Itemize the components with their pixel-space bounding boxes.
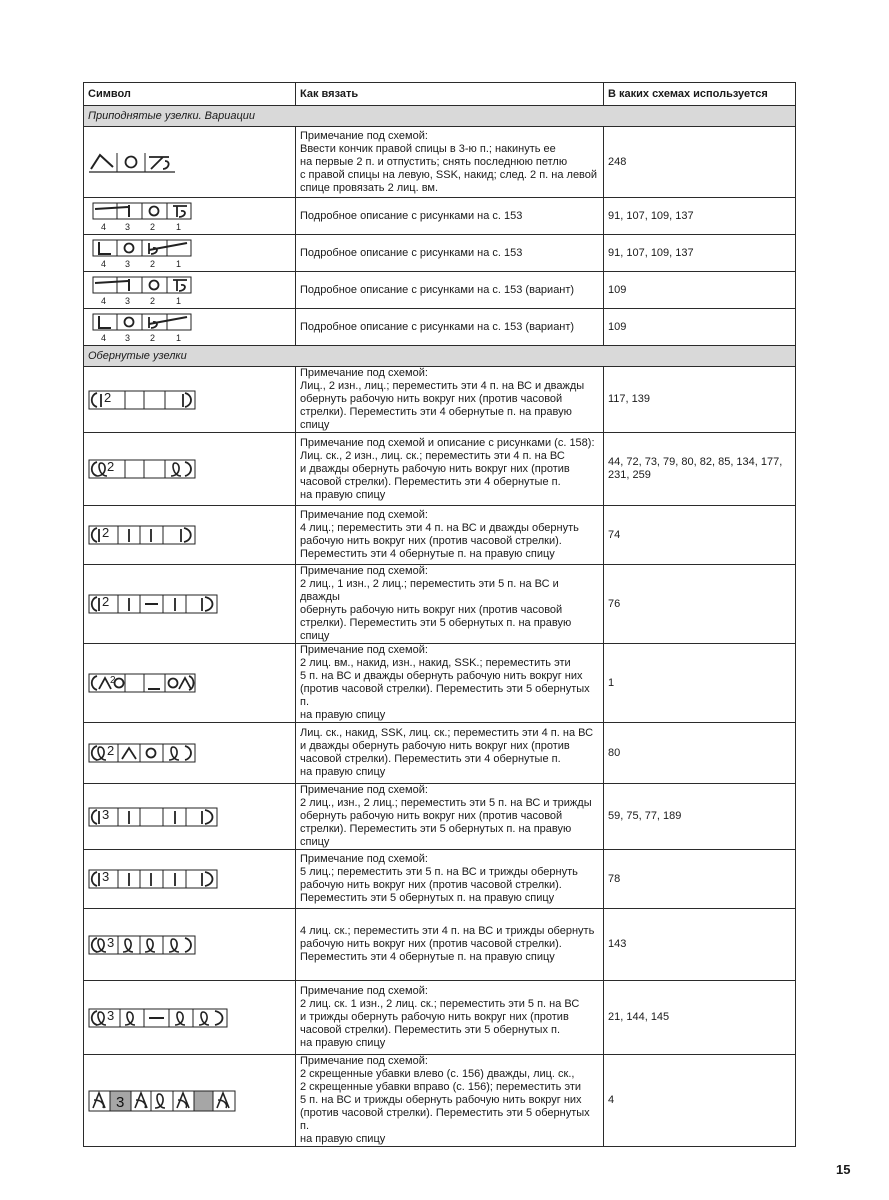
symbol-cell (84, 1055, 296, 1147)
description-cell: Подробное описание с рисунками на с. 153 (296, 198, 604, 235)
symbol-cell (84, 784, 296, 850)
schemes-cell: 59, 75, 77, 189 (604, 784, 796, 850)
schemes-cell: 109 (604, 272, 796, 309)
stitch-number: 3 (125, 333, 131, 343)
symbol-cell (84, 723, 296, 784)
header-schemes: В каких схемах используется (604, 83, 796, 106)
wrapped-stitch-symbol-7 (87, 805, 219, 829)
schemes-cell: 76 (604, 565, 796, 644)
wrap-count: 2 (107, 743, 115, 758)
section-row (84, 106, 796, 127)
section-title: Обернутые узелки (84, 346, 796, 367)
schemes-cell: 91, 107, 109, 137 (604, 198, 796, 235)
wrapped-stitch-symbol-8 (87, 867, 219, 891)
description-cell: Примечание под схемой: 2 скрещенные убавки влево (с. 156) дважды, лиц. ск., 2 скрещенные убавки вправо (с. 156); переместить эти 5 п. на ВС и трижды обернуть рабочую нить вокруг них (против часовой стрелки). Переместить эти 5 обернутых п. на правую спицу (296, 1055, 604, 1147)
table-row (84, 565, 796, 644)
wrapped-stitch-symbol-5 (87, 671, 197, 695)
table-row (84, 127, 796, 198)
header-how-to-knit: Как вязать (296, 83, 604, 106)
table-row (84, 981, 796, 1055)
stitch-number: 3 (125, 222, 131, 232)
stitch-number: 3 (125, 259, 131, 269)
description-cell: Подробное описание с рисунками на с. 153 (вариант) (296, 272, 604, 309)
raised-stitch-symbol-2 (87, 200, 197, 232)
section-title: Приподнятые узелки. Вариации (84, 106, 796, 127)
table-row (84, 506, 796, 565)
raised-stitch-symbol-3 (87, 237, 197, 269)
raised-stitch-symbol-5 (87, 311, 197, 343)
header-symbol: Символ (84, 83, 296, 106)
schemes-cell: 143 (604, 909, 796, 981)
wrapped-stitch-symbol-11 (87, 1088, 237, 1114)
wrapped-stitch-symbol-4 (87, 592, 219, 616)
table-row (84, 784, 796, 850)
table-row (84, 272, 796, 309)
table-header-row (84, 83, 796, 106)
description-cell: Примечание под схемой: 2 лиц., изн., 2 лиц.; переместить эти 5 п. на ВС и трижды обернуть рабочую нить вокруг них (против часовой стрелки). Переместить эти 5 обернутых п. на правую спицу (296, 784, 604, 850)
table-row (84, 644, 796, 723)
table-row (84, 309, 796, 346)
wrap-count: 2 (107, 459, 115, 474)
table-row (84, 723, 796, 784)
wrap-count: 3 (116, 1093, 125, 1111)
section-row (84, 346, 796, 367)
stitch-number: 1 (176, 259, 182, 269)
raised-stitch-symbol-1 (87, 149, 177, 175)
stitch-number: 4 (101, 259, 107, 269)
stitch-number: 1 (176, 222, 182, 232)
stitch-number: 2 (150, 259, 156, 269)
symbol-cell (84, 367, 296, 433)
stitch-number: 2 (150, 222, 156, 232)
description-cell: Примечание под схемой: 2 лиц. ск. 1 изн., 2 лиц. ск.; переместить эти 5 п. на ВС и трижды обернуть рабочую нить вокруг них (против часовой стрелки). Переместить эти 5 обернутых п. на правую спицу (296, 981, 604, 1055)
stitch-number: 2 (150, 296, 156, 306)
symbol-cell (84, 506, 296, 565)
wrap-count: 3 (107, 934, 115, 950)
symbol-cell (84, 981, 296, 1055)
stitch-number: 4 (101, 296, 107, 306)
table-row (84, 1055, 796, 1147)
raised-stitch-symbol-4 (87, 274, 197, 306)
table-row (84, 235, 796, 272)
table-row (84, 433, 796, 506)
wrap-count: 2 (104, 389, 112, 405)
description-cell: Примечание под схемой и описание с рисунками (с. 158): Лиц. ск., 2 изн., лиц. ск.; переместить эти 4 п. на ВС и дважды обернуть рабочую нить вокруг них (против часовой стрелки). Переместить эти 4 обернутые п. на правую спицу (296, 433, 604, 506)
schemes-cell: 4 (604, 1055, 796, 1147)
table-row (84, 198, 796, 235)
description-cell: Примечание под схемой: Ввести кончик правой спицы в 3-ю п.; накинуть ее на первые 2 п. и отпустить; снять последнюю петлю с правой спицы на левую, SSK, накид; след. 2 п. на левой спице провязать 2 лиц. вм. (296, 127, 604, 198)
wrapped-stitch-symbol-1 (87, 388, 197, 412)
schemes-cell: 117, 139 (604, 367, 796, 433)
description-cell: Подробное описание с рисунками на с. 153 (296, 235, 604, 272)
symbol-cell (84, 127, 296, 198)
schemes-cell: 78 (604, 850, 796, 909)
symbol-cell (84, 433, 296, 506)
wrap-count: 2 (102, 525, 110, 540)
wrap-count: 3 (107, 1007, 115, 1023)
schemes-cell: 80 (604, 723, 796, 784)
wrapped-stitch-symbol-10 (87, 1006, 229, 1030)
wrap-count: 3 (102, 806, 110, 822)
stitch-number: 2 (150, 333, 156, 343)
wrap-count: 2 (102, 594, 110, 609)
description-cell: Примечание под схемой: 2 лиц., 1 изн., 2 лиц.; переместить эти 5 п. на ВС и дважды обернуть рабочую нить вокруг них (против часовой стрелки). Переместить эти 5 обернутых п. на правую спицу (296, 565, 604, 644)
symbol-table (83, 82, 796, 1147)
symbol-cell (84, 235, 296, 272)
symbol-cell (84, 909, 296, 981)
wrapped-stitch-symbol-9 (87, 933, 197, 957)
schemes-cell: 44, 72, 73, 79, 80, 82, 85, 134, 177, 231, 259 (604, 433, 796, 506)
description-cell: Примечание под схемой: 5 лиц.; переместить эти 5 п. на ВС и трижды обернуть рабочую нить вокруг них (против часовой стрелки). Переместить эти 5 обернутых п. на правую спицу (296, 850, 604, 909)
description-cell: Подробное описание с рисунками на с. 153 (вариант) (296, 309, 604, 346)
description-cell: Лиц. ск., накид, SSK, лиц. ск.; переместить эти 4 п. на ВС и дважды обернуть рабочую нить вокруг них (против часовой стрелки). Переместить эти 4 обернутые п. на правую спицу (296, 723, 604, 784)
wrapped-stitch-symbol-6 (87, 741, 197, 765)
stitch-number: 4 (101, 333, 107, 343)
stitch-number: 1 (176, 333, 182, 343)
table-row (84, 850, 796, 909)
schemes-cell: 21, 144, 145 (604, 981, 796, 1055)
symbol-cell (84, 309, 296, 346)
table-row (84, 367, 796, 433)
description-cell: Примечание под схемой: 4 лиц.; переместить эти 4 п. на ВС и дважды обернуть рабочую нить вокруг них (против часовой стрелки). Переместить эти 4 обернутые п. на правую спицу (296, 506, 604, 565)
stitch-number: 4 (101, 222, 107, 232)
symbol-cell (84, 850, 296, 909)
wrapped-stitch-symbol-2 (87, 457, 197, 481)
description-cell: Примечание под схемой: 2 лиц. вм., накид, изн., накид, SSK.; переместить эти 5 п. на ВС и дважды обернуть рабочую нить вокруг них (против часовой стрелки). Переместить эти 5 обернутых п. на правую спицу (296, 644, 604, 723)
page-number: 15 (836, 1162, 851, 1177)
wrap-count: 2 (110, 675, 116, 686)
symbol-cell (84, 565, 296, 644)
schemes-cell: 248 (604, 127, 796, 198)
schemes-cell: 74 (604, 506, 796, 565)
description-cell: Примечание под схемой: Лиц., 2 изн., лиц.; переместить эти 4 п. на ВС и дважды обернуть рабочую нить вокруг них (против часовой стрелки). Переместить эти 4 обернутые п. на правую спицу (296, 367, 604, 433)
schemes-cell: 109 (604, 309, 796, 346)
symbol-cell (84, 272, 296, 309)
symbol-cell (84, 644, 296, 723)
schemes-cell: 91, 107, 109, 137 (604, 235, 796, 272)
symbol-cell (84, 198, 296, 235)
schemes-cell: 1 (604, 644, 796, 723)
description-cell: 4 лиц. ск.; переместить эти 4 п. на ВС и трижды обернуть рабочую нить вокруг них (против часовой стрелки). Переместить эти 4 обернутые п. на правую спицу (296, 909, 604, 981)
wrap-count: 3 (102, 869, 110, 884)
table-row (84, 909, 796, 981)
stitch-number: 3 (125, 296, 131, 306)
wrapped-stitch-symbol-3 (87, 523, 197, 547)
stitch-number: 1 (176, 296, 182, 306)
